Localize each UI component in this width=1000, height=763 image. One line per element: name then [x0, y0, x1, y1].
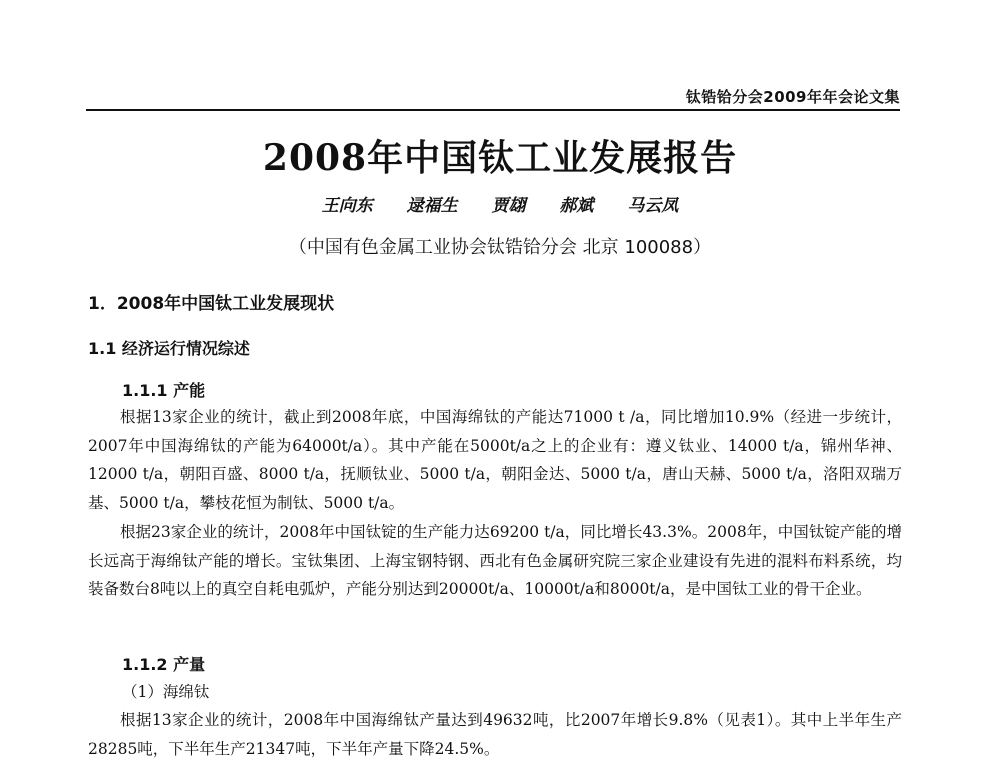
section-heading-1-1: 1.1 经济运行情况综述 [88, 339, 250, 358]
section-heading-1-1-1: 1.1.1 产能 [122, 381, 206, 400]
author-name: 马云凤 [627, 196, 679, 216]
section-heading-1: 1．2008年中国钛工业发展现状 [88, 294, 335, 314]
affiliation: （中国有色金属工业协会钛锆铪分会 北京 100088） [288, 237, 712, 258]
paragraph-capacity-sponge: 根据13家企业的统计，截止到2008年底，中国海绵钛的产能达71000 t /a，同比增加10.9%（经进一步统计，2007年中国海绵钛的产能为64000t/a）。其中产能在5000t/a之上的企业有：遵义钛业、14000 t/a，锦州华神、12000 t/a，朝阳百盛、8000 t/a，抚顺钛业、5000 t/a，朝阳金达、5000 t/a，唐山天赫、5000 t/a，洛阳双瑞万基、5000 t/a，攀枝花恒为制钛、5000 t/a。 [88, 408, 902, 512]
author-name: 郝斌 [559, 196, 594, 216]
author-name: 逯福生 [406, 196, 458, 216]
paragraph-output-sponge: 根据13家企业的统计，2008年中国海绵钛产量达到49632吨，比2007年增长9.8%（见表1）。其中上半年生产28285吨，下半年生产21347吨，下半年产量下降24.5%。 [88, 711, 902, 758]
author-name: 王向东 [321, 196, 373, 216]
paragraph-capacity-ingot: 根据23家企业的统计，2008年中国钛锭的生产能力达69200 t/a，同比增长43.3%。2008年，中国钛锭产能的增长远高于海绵钛产能的增长。宝钛集团、上海宝钢特钢、西北有色金属研究院三家企业建设有先进的混料布料系统，均装备数台8吨以上的真空自耗电弧炉，产能分别达到20000t/a、10000t/a和8000t/a，是中国钛工业的骨干企业。 [88, 523, 902, 598]
author-name: 贾翃 [491, 196, 526, 216]
header-rule [86, 109, 900, 111]
section-heading-1-1-2: 1.1.2 产量 [122, 655, 206, 674]
running-head: 钛锆铪分会2009年年会论文集 [685, 88, 900, 106]
paper-title: 2008年中国钛工业发展报告 [262, 137, 738, 179]
author-list [0, 191, 1000, 216]
list-item-sponge-titanium: （1）海绵钛 [122, 683, 210, 701]
